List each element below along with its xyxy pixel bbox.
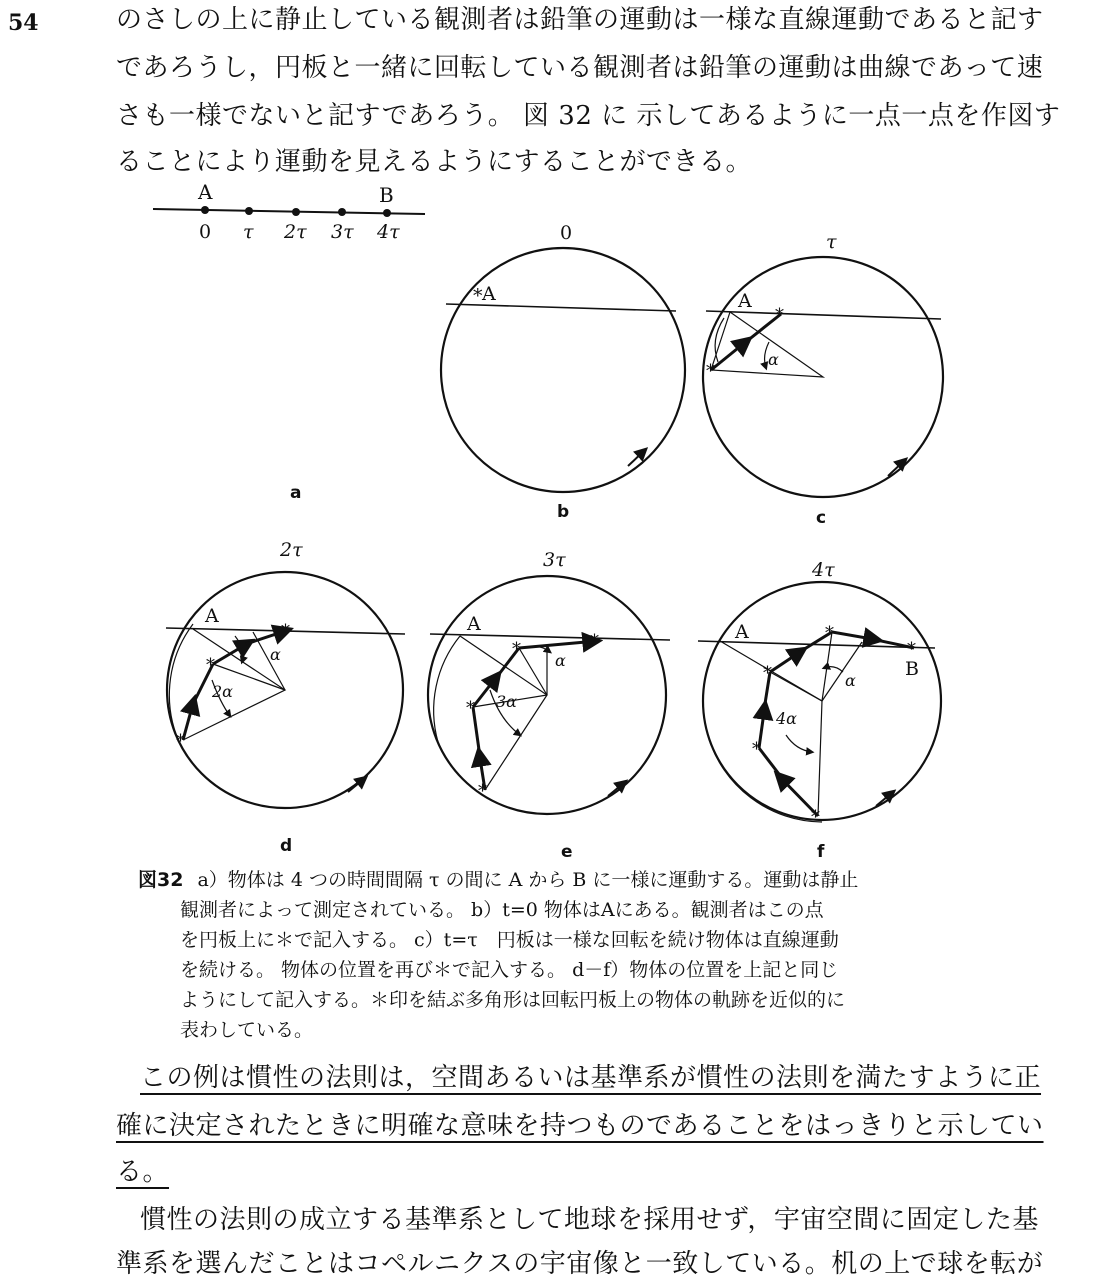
panel-a-line [153, 180, 425, 503]
svg-text:*: * [176, 731, 185, 752]
paragraph-1-line-2: であろうし，円板と一緒に回転している観測者は鉛筆の運動は曲線であって速 [116, 53, 1044, 83]
panel-b [441, 222, 685, 522]
caption-line-5: ようにして記入する。＊印を結ぶ多角形は回転円板上の物体の軌跡を近似的に [180, 989, 846, 1011]
panel-b-time: 0 [560, 222, 573, 244]
panel-d-time: 2τ [280, 539, 303, 561]
panel-c [703, 231, 943, 528]
panel-f-label: f [817, 842, 825, 862]
panel-f-label-B: B [905, 658, 919, 680]
point-0 [201, 206, 209, 214]
panel-f-label-A: A [735, 621, 749, 643]
caption-id: 図32 [138, 869, 184, 891]
paragraph-1-line-1: のさしの上に静止している観測者は鉛筆の運動は一様な直線運動であると記す [116, 5, 1044, 35]
svg-text:*: * [206, 655, 215, 676]
caption-line-2: 観測者によって測定されている。 b）t=0 物体はAにある。観測者はこの点 [180, 899, 824, 921]
panel-c-label-alpha: α [768, 350, 779, 369]
panel-c-time: τ [826, 231, 837, 253]
panel-f-label-alpha: α [845, 671, 856, 690]
paragraph-2-line-3: る。 [116, 1157, 170, 1187]
panel-e-label-3alpha: 3α [496, 692, 517, 711]
panel-b-label-A: A [482, 283, 496, 305]
svg-text:*: * [512, 639, 521, 660]
panel-e-label-A: A [467, 613, 481, 635]
caption-line-4: を続ける。 物体の位置を再び＊で記入する。 d－f）物体の位置を上記と同じ [180, 959, 839, 981]
panel-f [698, 559, 941, 862]
svg-text:*: * [473, 285, 483, 307]
paragraph-1-line-3: さも一様でないと記すであろう。 図 32 に 示してあるように一点一点を作図す [116, 101, 1061, 131]
panel-e [428, 549, 670, 862]
svg-text:*: * [752, 739, 761, 760]
panel-d-label-A: A [205, 605, 219, 627]
tick-0: 0 [199, 221, 212, 243]
svg-text:*: * [706, 361, 715, 382]
point-3tau [338, 208, 346, 216]
caption-text-1: a）物体は 4 つの時間間隔 τ の間に A から B に一様に運動する。運動は静止 [197, 869, 859, 891]
panel-f-time: 4τ [812, 559, 835, 581]
svg-text:*: * [281, 621, 290, 642]
point-2tau [292, 208, 300, 216]
page-number: 54 [8, 10, 39, 36]
point-tau [245, 207, 253, 215]
paragraph-1-line-4: ることにより運動を見えるようにすることができる。 [116, 147, 753, 177]
tick-2tau: 2τ [284, 221, 307, 243]
panel-a-label: a [290, 483, 302, 503]
tick-3tau: 3τ [331, 221, 354, 243]
svg-text:*: * [775, 305, 784, 326]
panel-d-label-alpha: α [270, 645, 281, 664]
paragraph-2-line-2: 確に決定されたときに明確な意味を持つものであることをはっきりと示してい [116, 1111, 1044, 1141]
svg-text:*: * [763, 663, 772, 684]
tick-tau: τ [243, 221, 254, 243]
paragraph-3-line-2: 準系を選んだことはコペルニクスの宇宙像と一致している。机の上で球を転が [116, 1249, 1044, 1279]
svg-text:*: * [907, 639, 916, 660]
panel-e-label: e [561, 842, 573, 862]
tick-4tau: 4τ [377, 221, 400, 243]
caption-line-1 [138, 866, 958, 894]
svg-text:*: * [811, 807, 820, 828]
panel-e-label-alpha: α [555, 651, 566, 670]
panel-c-label-A: A [738, 290, 752, 312]
label-B: B [379, 183, 394, 207]
panel-f-label-4alpha: 4α [776, 709, 797, 728]
panel-c-label: c [816, 508, 827, 528]
svg-text:*: * [466, 698, 475, 719]
panel-d [166, 539, 405, 856]
svg-text:*: * [825, 623, 834, 644]
label-A: A [198, 180, 213, 204]
panel-b-label: b [557, 502, 570, 522]
panel-d-label: d [280, 836, 293, 856]
caption-line-3: を円板上に＊で記入する。 c）t=τ 円板は一様な回転を続け物体は直線運動 [180, 929, 839, 951]
panel-d-label-2alpha: 2α [212, 682, 233, 701]
paragraph-3-line-1: 慣性の法則の成立する基準系として地球を採用せず，宇宙空間に固定した基 [140, 1205, 1039, 1235]
svg-text:*: * [478, 781, 487, 802]
paragraph-2-line-1: この例は慣性の法則は，空間あるいは基準系が慣性の法則を満たすように正 [140, 1063, 1042, 1093]
panel-e-time: 3τ [543, 549, 566, 571]
point-4tau [383, 209, 391, 217]
caption-line-6: 表わしている。 [180, 1019, 314, 1041]
svg-text:*: * [590, 631, 599, 652]
